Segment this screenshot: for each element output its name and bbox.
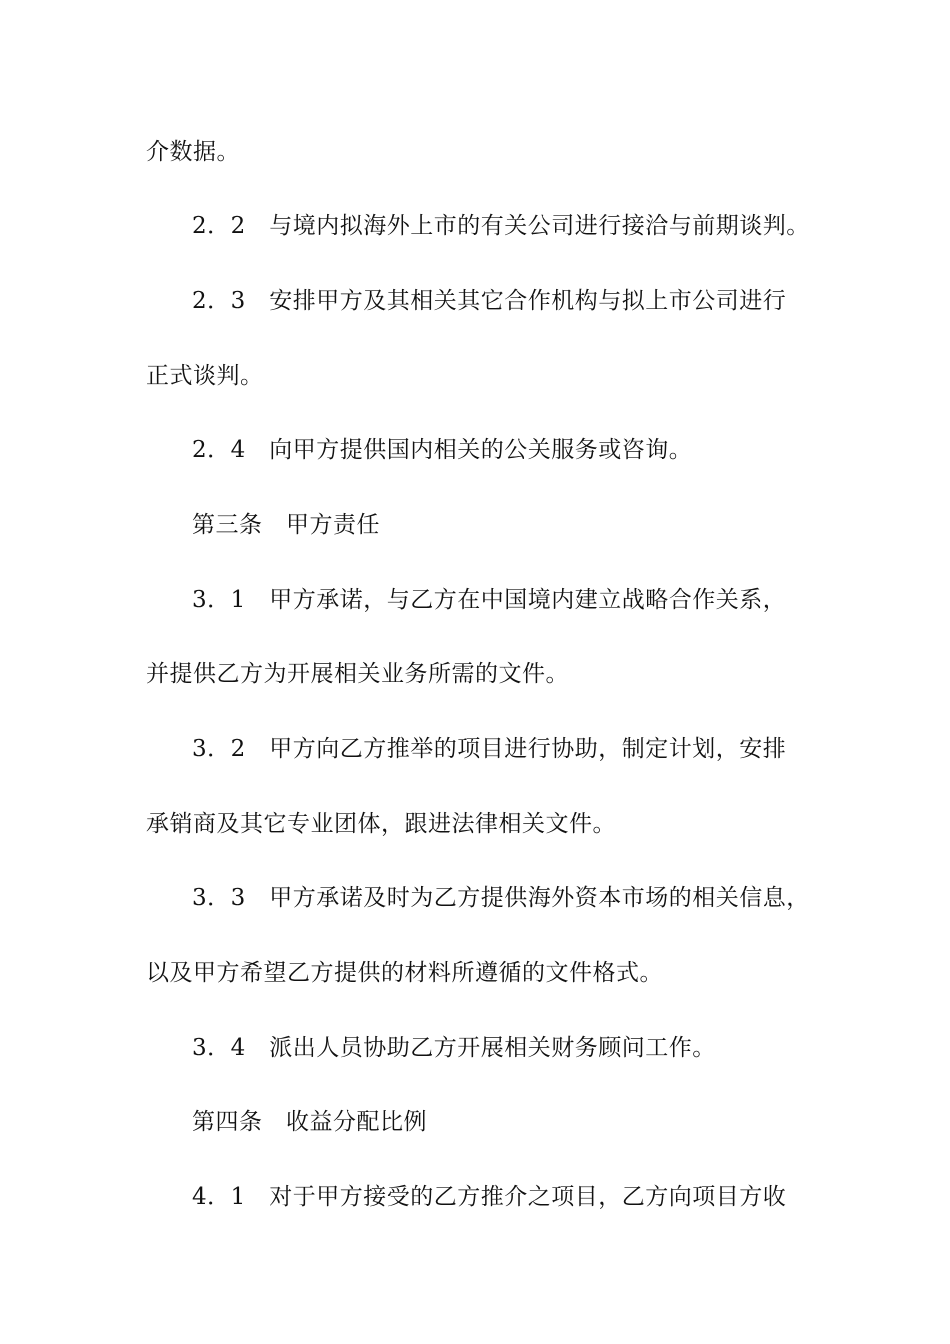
paragraph-line: 正式谈判。 <box>146 363 264 389</box>
paragraph-line: 以及甲方希望乙方提供的材料所遵循的文件格式。 <box>146 960 663 986</box>
paragraph-line: 承销商及其它专业团体，跟进法律相关文件。 <box>146 811 616 837</box>
paragraph-line: 并提供乙方为开展相关业务所需的文件。 <box>146 661 569 687</box>
clause-4-1: 4．1 对于甲方接受的乙方推介之项目，乙方向项目方收 <box>192 1184 787 1210</box>
clause-2-3: 2．3 安排甲方及其相关其它合作机构与拟上市公司进行 <box>192 288 787 314</box>
clause-3-2: 3．2 甲方向乙方推举的项目进行协助，制定计划，安排 <box>192 736 787 762</box>
clause-3-3: 3．3 甲方承诺及时为乙方提供海外资本市场的相关信息， <box>192 885 810 911</box>
clause-2-2: 2．2 与境内拟海外上市的有关公司进行接洽与前期谈判。 <box>192 213 810 239</box>
clause-3-4: 3．4 派出人员协助乙方开展相关财务顾问工作。 <box>192 1035 716 1061</box>
clause-3-1: 3．1 甲方承诺，与乙方在中国境内建立战略合作关系， <box>192 587 787 613</box>
paragraph-line: 介数据。 <box>146 139 240 165</box>
clause-2-4: 2．4 向甲方提供国内相关的公关服务或咨询。 <box>192 437 693 463</box>
article-3-heading: 第三条 甲方责任 <box>192 512 380 538</box>
article-4-heading: 第四条 收益分配比例 <box>192 1109 427 1135</box>
